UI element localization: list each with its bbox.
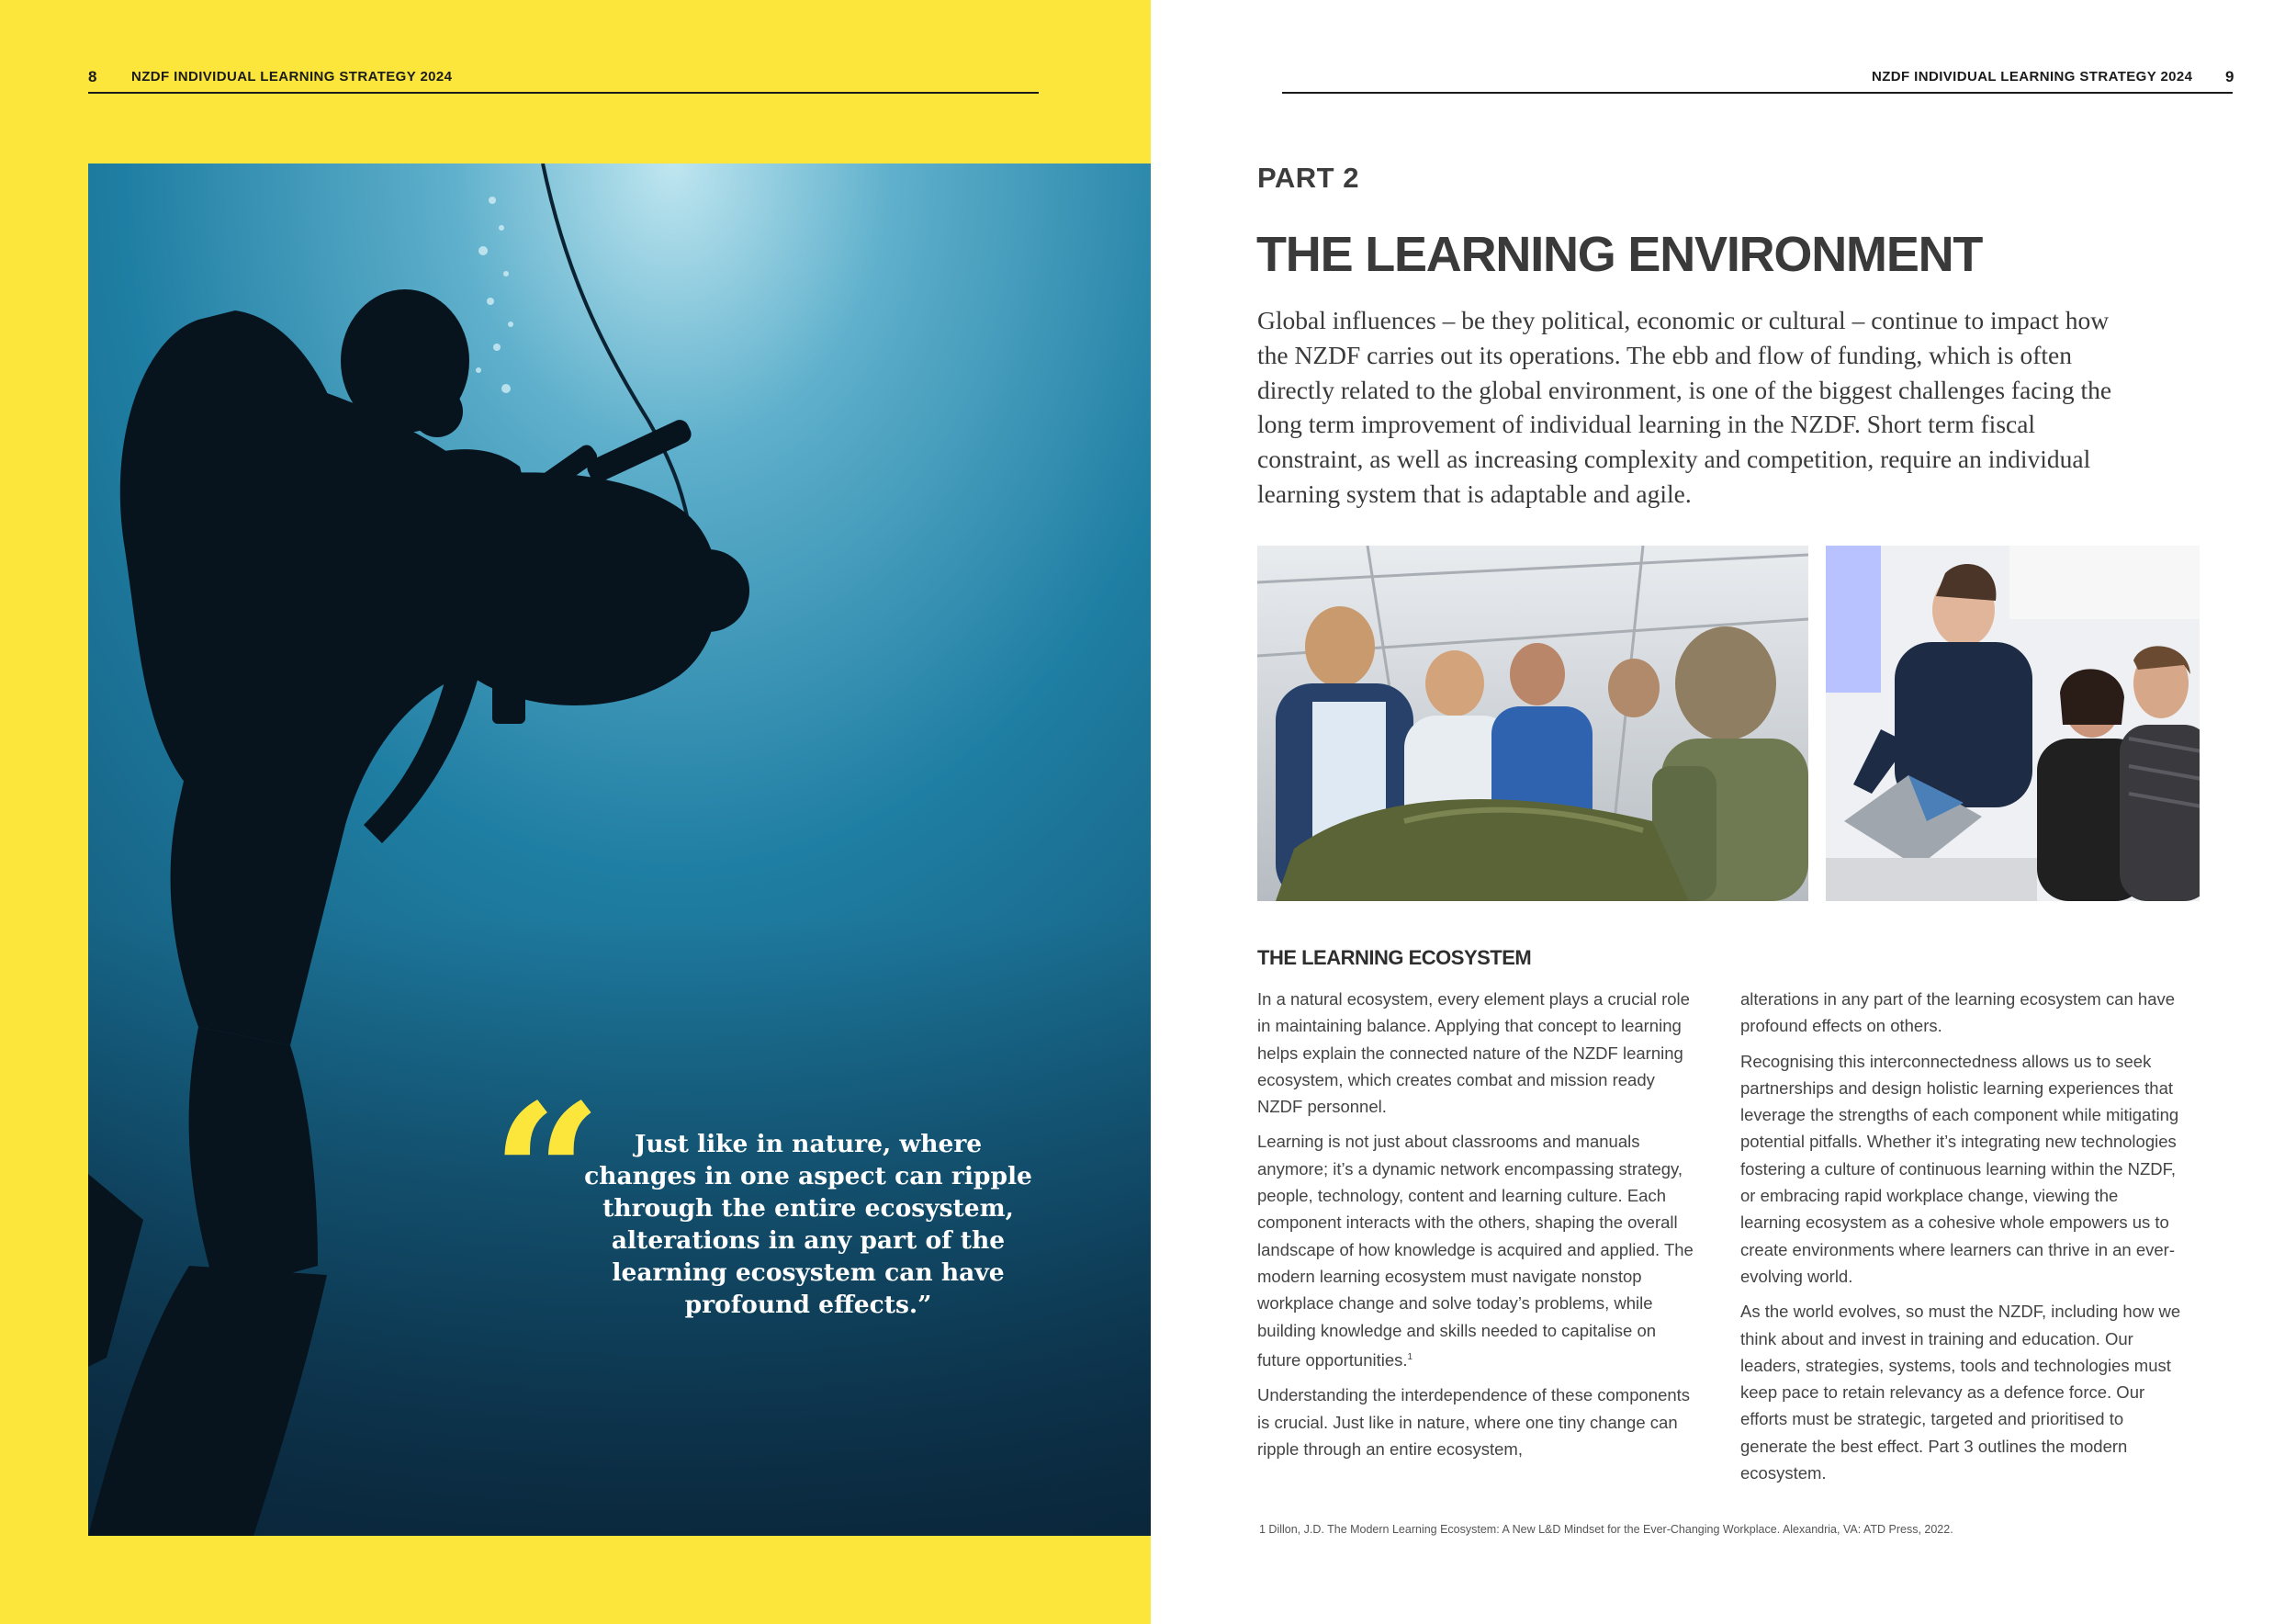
body-paragraph: As the world evolves, so must the NZDF, including how we think about and invest in training and education. Our leaders, strategies, systems, tools and technologies must keep pace to retain relevancy as a defence force. Our efforts must be strategic, targeted and prioritised to generate the best effect. Part 3 outlines the modern ecosystem.: [1740, 1302, 2181, 1483]
classroom-photo: [1826, 546, 2200, 901]
body-paragraph: In a natural ecosystem, every element plays a crucial role in maintaining balance. Applying that concept to learning helps explain the connected nature of the NZDF learning ecosystem, which creates combat and mission ready NZDF personnel.: [1257, 989, 1690, 1117]
section-heading: THE LEARNING ECOSYSTEM: [1257, 946, 1532, 969]
body-column-left: [1257, 986, 1698, 1471]
body-paragraph: Learning is not just about classrooms and manuals anymore; it’s a dynamic network encompassing strategy, people, technology, content and learning culture. Each component interacts with the others, shaping the overall landscape of how knowledge is acquired and applied. The modern learning ecosystem must navigate nonstop workplace change and solve today’s problems, while building knowledge and skills needed to capitalise on future opportunities.$^1$: [1257, 1132, 1694, 1370]
running-header-right: NZDF INDIVIDUAL LEARNING STRATEGY 2024: [1872, 69, 2193, 85]
pull-quote: Just like in nature, where changes in one aspect can ripple through the entire ecosystem, alterations in any part of the learning ecosystem can have profound effects.”: [584, 1130, 1032, 1319]
part-label: PART 2: [1257, 162, 1359, 194]
intro-paragraph: Global influences – be they political, economic or cultural – continue to impact how the NZDF carries out its operations. The ebb and flow of funding, which is often directly related to the global environment, is one of the biggest challenges facing the long term improvement of individual learning in the NZDF. Short term fiscal constraint, as well as increasing complexity and competition, require an individual learning system that is adaptable and agile.: [1257, 306, 2112, 508]
page-number-right: 9: [2225, 68, 2234, 85]
medical-training-photo: [1257, 546, 1808, 901]
body-paragraph: Understanding the interdependence of these components is crucial. Just like in nature, where one tiny change can ripple through an entire ecosystem,: [1257, 1385, 1691, 1459]
footnote-marker: 1: [1407, 1351, 1413, 1362]
footnote: 1 Dillon, J.D. The Modern Learning Ecosystem: A New L&D Mindset for the Ever-Changing Workplace. Alexandria, VA: ATD Press, 2022.: [1259, 1523, 1953, 1536]
page-number-left: 8: [88, 68, 97, 85]
body-column-right: [1740, 986, 2181, 1494]
quote-mark: “: [491, 1062, 602, 1289]
page-title: THE LEARNING ENVIRONMENT: [1256, 227, 1983, 282]
diver-photo: [88, 164, 1151, 1536]
running-header-left: NZDF INDIVIDUAL LEARNING STRATEGY 2024: [131, 69, 453, 85]
right-page: [1151, 0, 2296, 1624]
header-rule-right: [1282, 92, 2233, 94]
body-paragraph: alterations in any part of the learning ecosystem can have profound effects on others.: [1740, 989, 2176, 1036]
body-paragraph: Recognising this interconnectedness allows us to seek partnerships and design holistic learning experiences that leverage the strengths of each component while mitigating potential pitfalls. Whether it’s integrating new technologies fostering a culture of continuous learning within the NZDF, or embracing rapid workplace change, viewing the learning ecosystem as a cohesive whole empowers us to create environments where learners can thrive in an ever-evolving world.: [1740, 1051, 2179, 1286]
header-rule-left: [88, 92, 1039, 94]
